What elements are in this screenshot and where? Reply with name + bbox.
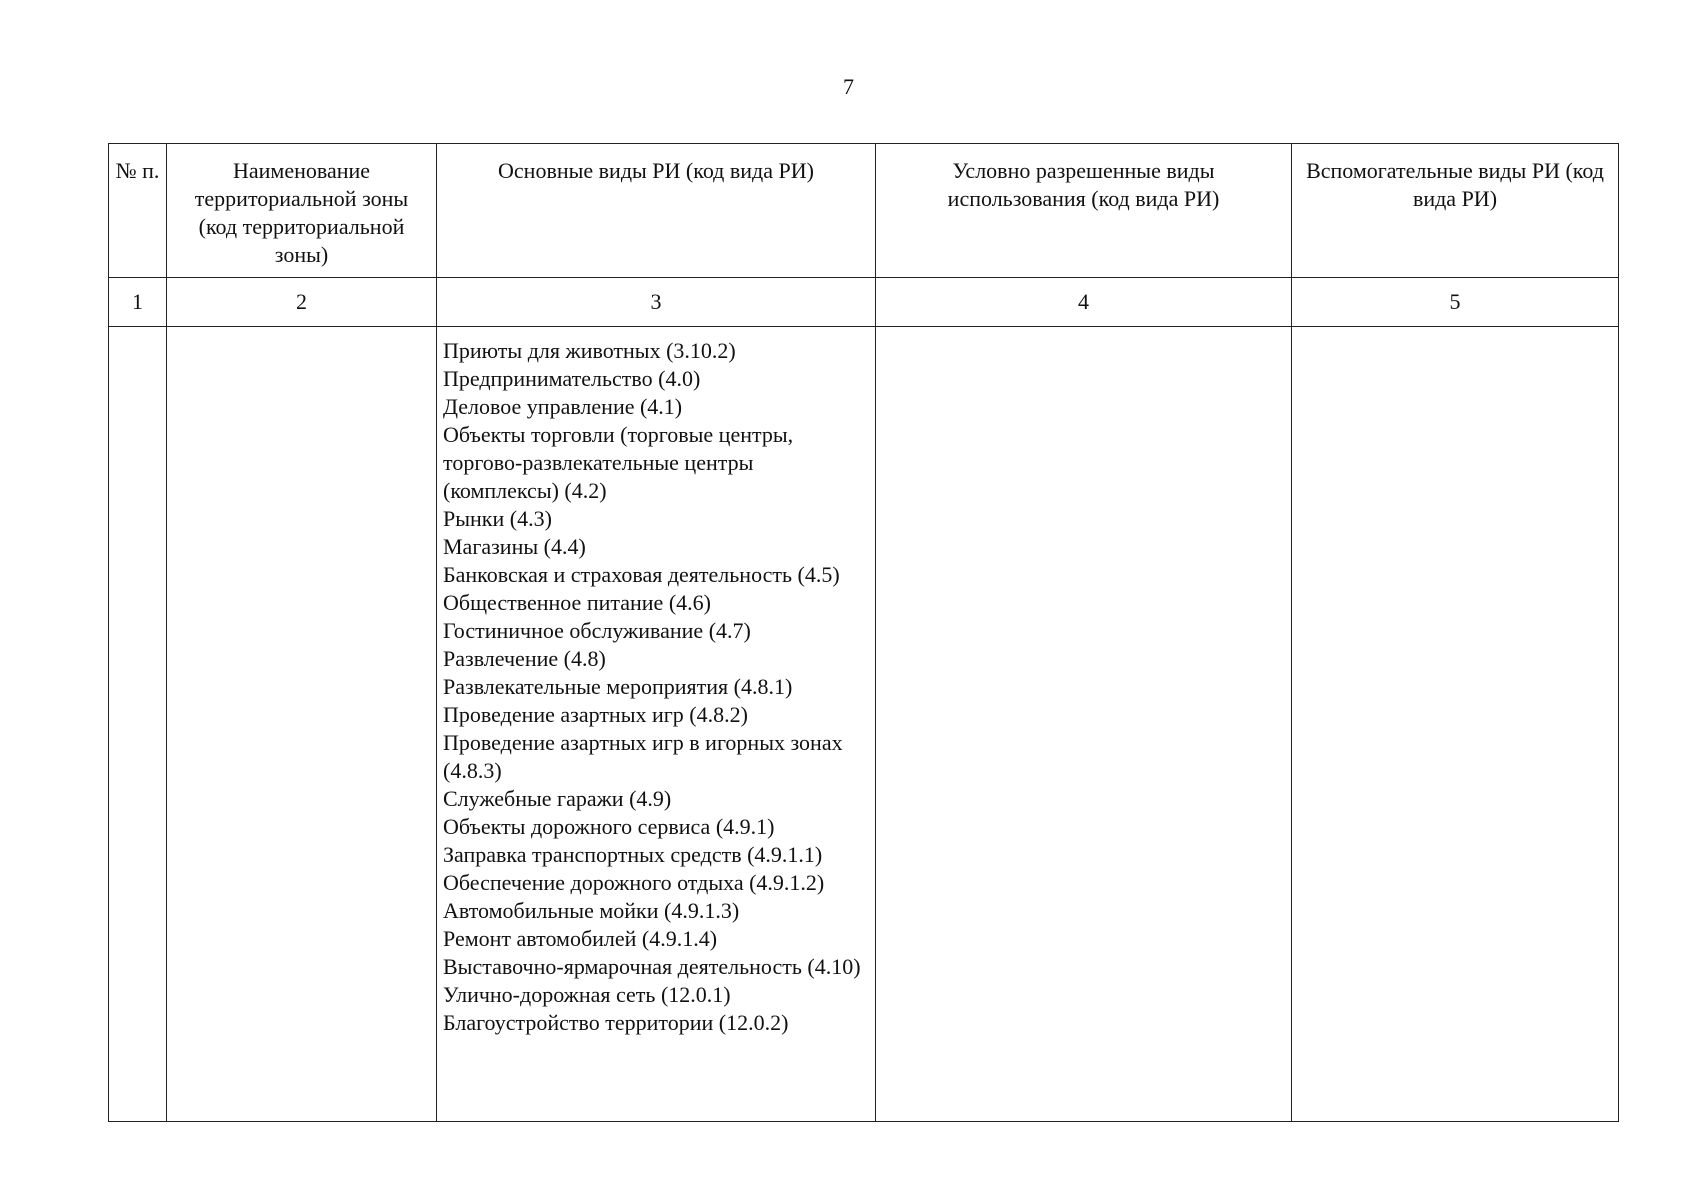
list-item: Служебные гаражи (4.9) <box>443 786 672 811</box>
list-item: Развлечение (4.8) <box>443 646 606 671</box>
table-row <box>109 327 1619 1122</box>
row-number-cell <box>109 327 167 1122</box>
list-item: Приюты для животных (3.10.2) <box>443 338 736 363</box>
main-uses-cell <box>437 327 876 1122</box>
list-item: Развлекательные мероприятия (4.8.1) <box>443 674 793 699</box>
zoning-table <box>108 143 1619 1122</box>
header-conditional-uses: Условно разрешенные виды использования (код вида РИ) <box>876 144 1292 278</box>
list-item: Общественное питание (4.6) <box>443 590 711 615</box>
list-item: Магазины (4.4) <box>443 534 586 559</box>
list-item: Заправка транспортных средств (4.9.1.1) <box>443 842 823 867</box>
list-item: Проведение азартных игр в игорных зонах (4.8.3) <box>443 730 843 783</box>
list-item: Рынки (4.3) <box>443 506 552 531</box>
main-uses-list <box>443 337 869 1037</box>
column-number-1: 1 <box>109 278 167 327</box>
auxiliary-uses-cell <box>1292 327 1619 1122</box>
zone-name-cell <box>167 327 437 1122</box>
list-item: Банковская и страховая деятельность (4.5) <box>443 562 840 587</box>
list-item: Предпринимательство (4.0) <box>443 366 701 391</box>
list-item: Ремонт автомобилей (4.9.1.4) <box>443 926 718 951</box>
column-number-5: 5 <box>1292 278 1619 327</box>
list-item: Проведение азартных игр (4.8.2) <box>443 702 748 727</box>
list-item: Обеспечение дорожного отдыха (4.9.1.2) <box>443 870 825 895</box>
list-item: Автомобильные мойки (4.9.1.3) <box>443 898 740 923</box>
list-item: Улично-дорожная сеть (12.0.1) <box>443 982 731 1007</box>
list-item: Гостиничное обслуживание (4.7) <box>443 618 751 643</box>
conditional-uses-cell <box>876 327 1292 1122</box>
list-item: Объекты дорожного сервиса (4.9.1) <box>443 814 775 839</box>
column-number-row <box>109 278 1619 327</box>
header-zone-name: Наименование территориальной зоны (код территориальной зоны) <box>167 144 437 278</box>
list-item: Объекты торговли (торговые центры, торгово-развлекательные центры (комплексы) (4.2) <box>443 422 794 503</box>
header-number: № п. <box>109 144 167 278</box>
column-number-3: 3 <box>437 278 876 327</box>
page-number: 7 <box>843 74 854 99</box>
column-number-4: 4 <box>876 278 1292 327</box>
header-main-uses: Основные виды РИ (код вида РИ) <box>437 144 876 278</box>
header-auxiliary-uses: Вспомогательные виды РИ (код вида РИ) <box>1292 144 1619 278</box>
list-item: Деловое управление (4.1) <box>443 394 683 419</box>
list-item: Благоустройство территории (12.0.2) <box>443 1010 789 1035</box>
list-item: Выставочно-ярмарочная деятельность (4.10) <box>443 954 861 979</box>
header-row <box>109 144 1619 278</box>
column-number-2: 2 <box>167 278 437 327</box>
